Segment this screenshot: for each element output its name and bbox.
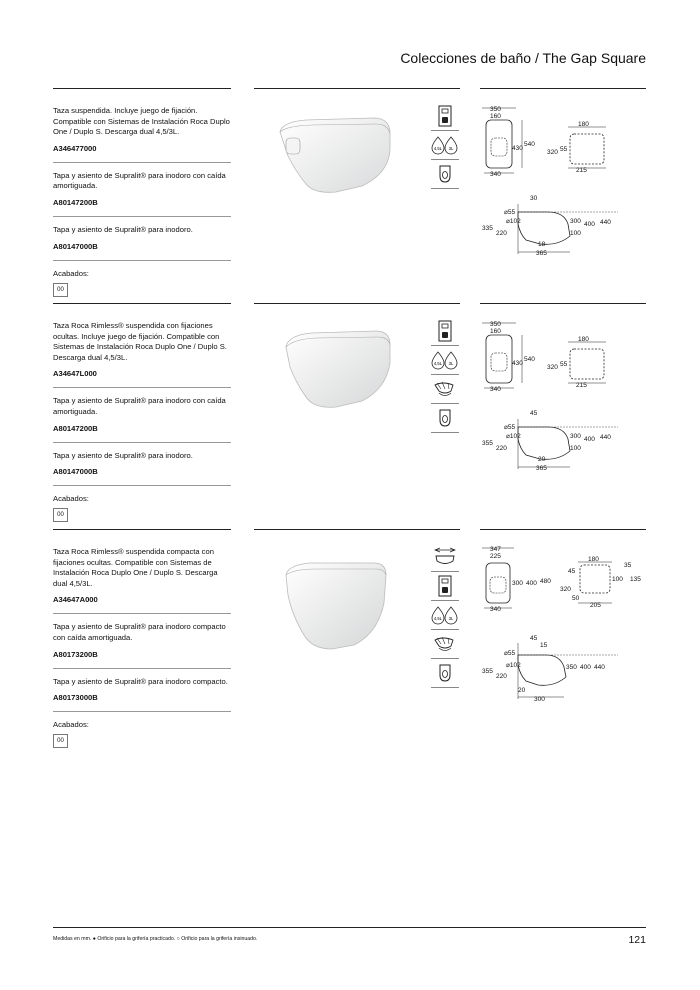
dual-flush-icon [431,346,459,374]
dimension-label: 335 [482,225,493,232]
rimless-flush-icon [431,375,459,403]
finish-swatch[interactable]: 00 [53,508,68,522]
dimension-label: ⌀55 [504,650,516,657]
dual-flush-large-label: 4,5L [433,361,443,366]
dual-flush-large-label: 4,5L [433,616,443,621]
dual-flush-icon [431,131,459,159]
dimension-label: 45 [530,635,538,642]
dimension-label: 215 [576,382,587,389]
dimension-label: ⌀55 [504,424,516,431]
dimension-label: 320 [547,149,558,156]
dual-flush-large-label: 4,5L [433,146,443,151]
product-description: Taza suspendida. Incluye juego de fijación. Compatible con Sistemas de Instalación Roca Duplo One / Duplo S. Descarga dual 4,5/3L. [53,106,230,137]
installation-frame-icon [431,572,459,600]
technical-drawing [478,104,648,276]
installation-frame-icon [431,317,459,345]
accessory-description: Tapa y asiento de Supralit® para inodoro. [53,450,193,460]
dimension-label: 340 [490,386,501,393]
divider [53,485,231,486]
dimension-label: 540 [524,356,535,363]
accessory-code: A80147000B [53,241,98,251]
dimension-label: 430 [512,360,523,367]
dual-flush-small-label: 3L [448,616,454,621]
installation-frame-icon [431,102,459,130]
finish-swatch[interactable]: 00 [53,283,68,297]
product-code: A346477000 [53,143,97,153]
accessory-code: A80147000B [53,467,98,477]
dimension-label: 400 [584,436,595,443]
dimension-label: 300 [570,218,581,225]
dimension-label: 180 [578,121,589,128]
dimension-label: 135 [630,576,641,583]
compact-size-icon [431,543,459,571]
dimension-label: 18 [538,241,546,248]
dimension-label: 45 [568,568,576,575]
dimension-label: 45 [530,410,538,417]
product-photo [276,323,396,413]
dimension-label: 220 [496,445,507,452]
divider [53,260,231,261]
divider [53,442,231,443]
product-description: Taza Roca Rimless® suspendida compacta con fijaciones ocultas. Compatible con Sistemas de Instalación Roca Duplo One / Duplo S. Descarga dual 4,5/3L. [53,547,218,588]
dimension-label: 400 [584,221,595,228]
accessory-code: A80173000B [53,693,98,703]
finish-swatch[interactable]: 00 [53,734,68,748]
dimension-label: 440 [594,664,605,671]
dimension-label: ⌀102 [506,218,521,225]
rimless-flush-icon [431,630,459,658]
divider [53,668,231,669]
footer-note: Medidas en mm. ● Orificio para la grifería practicado. ○ Orificio para la grifería insinuado. [53,936,258,942]
product-photo [266,106,396,196]
finishes-label: Acabados: [53,268,89,278]
dimension-label: 350 [566,664,577,671]
dimension-label: 480 [540,578,551,585]
dimension-label: 430 [512,145,523,152]
divider [53,387,231,388]
finishes-label: Acabados: [53,720,89,730]
toilet-seat-icon [431,404,459,432]
dimension-label: 540 [524,141,535,148]
product-code: A34647A000 [53,595,98,605]
dimension-label: 365 [536,250,547,257]
dimension-label: 55 [560,146,568,153]
dimension-label: 180 [578,336,589,343]
toilet-seat-icon [431,160,459,188]
dimension-label: 160 [490,328,501,335]
dimension-label: 160 [490,113,501,120]
dimension-label: 355 [482,440,493,447]
dimension-label: 340 [490,171,501,178]
dimension-label: 340 [490,606,501,613]
accessory-code: A80147200B [53,423,98,433]
footer-divider [53,927,646,928]
dimension-label: 100 [570,445,581,452]
dimension-label: 100 [570,230,581,237]
product-description: Taza Roca Rimless® suspendida con fijaciones ocultas. Incluye juego de fijación. Compatible con Sistemas de Instalación Roca Duplo One / Duplo S. Descarga dual 4,5/3L. [53,321,227,362]
dimension-label: ⌀55 [504,209,516,216]
technical-drawing [478,543,648,715]
dimension-label: 347 [490,546,501,553]
dimension-label: 20 [538,456,546,463]
page-title: Colecciones de baño / The Gap Square [400,50,646,66]
dual-flush-small-label: 3L [448,146,454,151]
dimension-label: 300 [570,433,581,440]
dimension-label: 400 [580,664,591,671]
dimension-label: 365 [536,465,547,472]
accessory-code: A80173200B [53,649,98,659]
dimension-label: 225 [490,553,501,560]
dimension-label: 180 [588,556,599,563]
dimension-label: 20 [518,687,526,694]
dimension-label: 30 [530,195,538,202]
dimension-label: 440 [600,434,611,441]
dimension-label: 220 [496,230,507,237]
product-photo [280,559,390,655]
dimension-label: 220 [496,673,507,680]
finishes-label: Acabados: [53,494,89,504]
dimension-label: 440 [600,219,611,226]
toilet-seat-icon [431,659,459,687]
dimension-label: 55 [560,361,568,368]
dimension-label: 205 [590,602,601,609]
dual-flush-icon [431,601,459,629]
dimension-label: 400 [526,580,537,587]
dimension-label: 15 [540,642,548,649]
technical-drawing [478,319,648,491]
accessory-description: Tapa y asiento de Supralit® para inodoro. [53,224,193,234]
accessory-description: Tapa y asiento de Supralit® para inodoro compacto. [53,676,228,686]
product-code: A34647L000 [53,369,97,379]
divider [53,162,231,163]
dimension-label: 355 [482,668,493,675]
accessory-description: Tapa y asiento de Supralit® para inodoro con caída amortiguada. [53,170,226,191]
dimension-label: 50 [572,595,580,602]
page-number: 121 [628,934,646,946]
dimension-label: 215 [576,167,587,174]
accessory-description: Tapa y asiento de Supralit® para inodoro compacto con caída amortiguada. [53,622,226,642]
dimension-label: 35 [624,562,632,569]
dimension-label: 350 [490,321,501,328]
dimension-label: 350 [490,106,501,113]
dimension-label: 100 [612,576,623,583]
accessory-description: Tapa y asiento de Supralit® para inodoro con caída amortiguada. [53,396,226,416]
dimension-label: 320 [547,364,558,371]
dimension-label: ⌀102 [506,433,521,440]
divider [53,711,231,712]
dimension-label: ⌀102 [506,662,521,669]
dimension-label: 300 [512,580,523,587]
dual-flush-small-label: 3L [448,361,454,366]
dimension-label: 320 [560,586,571,593]
accessory-code: A80147200B [53,197,98,207]
divider [53,216,231,217]
dimension-label: 300 [534,696,545,703]
divider [53,613,231,614]
